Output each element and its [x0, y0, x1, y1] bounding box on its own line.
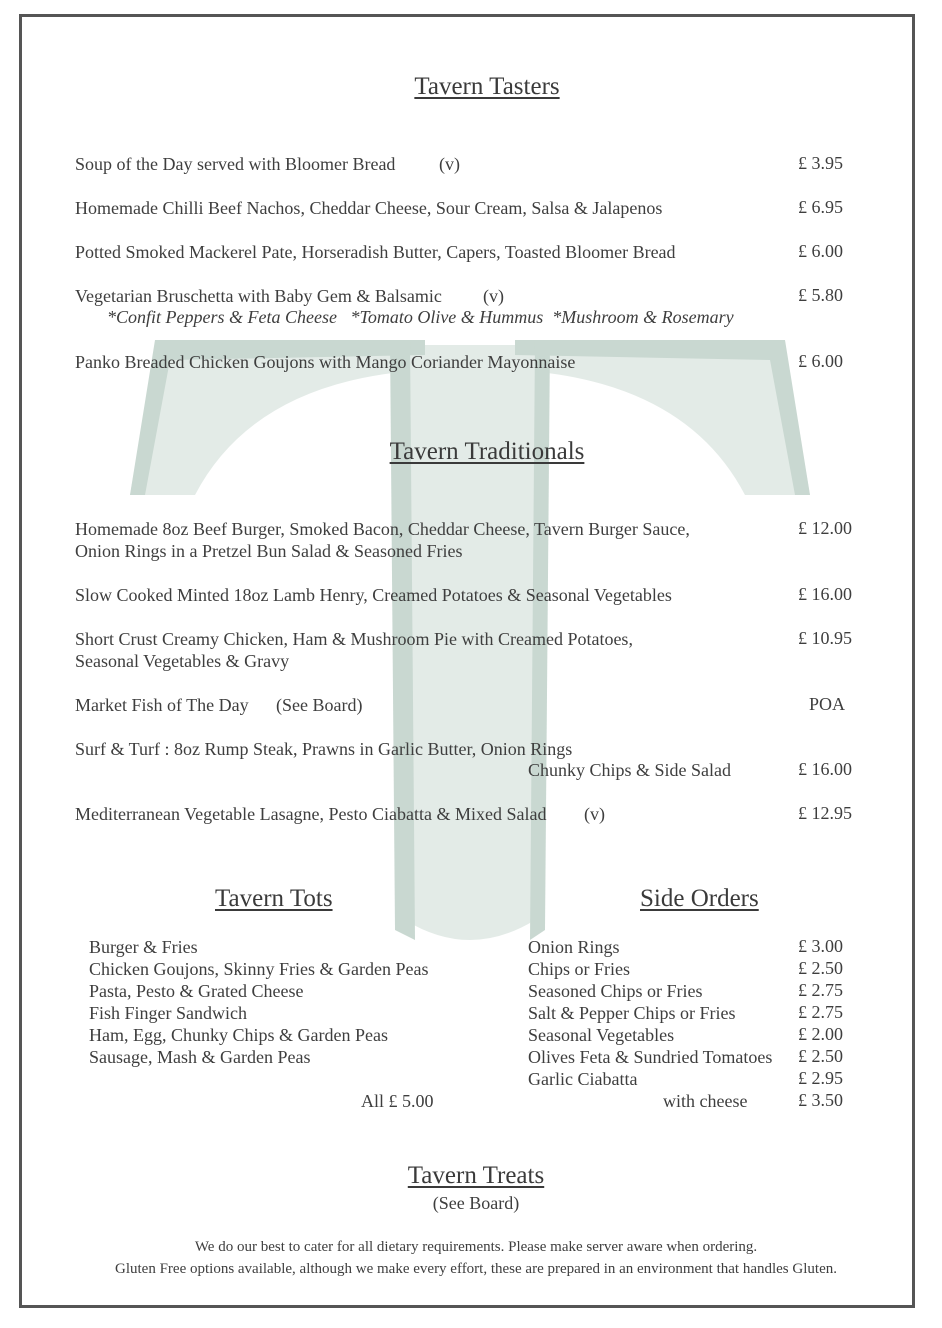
side-item-price: £ 2.50: [798, 958, 843, 978]
tots-item: Fish Finger Sandwich: [89, 1003, 248, 1023]
menu-item-name: Vegetarian Bruschetta with Baby Gem & Balsamic: [75, 286, 442, 306]
menu-item-price: £ 6.00: [798, 351, 843, 371]
side-item-name: Olives Feta & Sundried Tomatoes: [528, 1047, 773, 1067]
menu-item-name: Homemade Chilli Beef Nachos, Cheddar Cheese, Sour Cream, Salsa & Jalapenos: [75, 198, 663, 218]
see-board-note: (See Board): [276, 695, 363, 715]
side-item-name: with cheese: [663, 1091, 748, 1111]
menu-item-name: Slow Cooked Minted 18oz Lamb Henry, Creamed Potatoes & Seasonal Vegetables: [75, 585, 672, 605]
menu-item-price: £ 12.00: [798, 518, 852, 538]
tots-price-note: All £ 5.00: [361, 1091, 434, 1111]
tots-item: Chicken Goujons, Skinny Fries & Garden Peas: [89, 959, 429, 979]
menu-item-price: £ 5.80: [798, 285, 843, 305]
menu-item-name: Surf & Turf : 8oz Rump Steak, Prawns in Garlic Butter, Onion Rings: [75, 739, 573, 759]
menu-item-name: Short Crust Creamy Chicken, Ham & Mushroom Pie with Creamed Potatoes,: [75, 629, 633, 649]
menu-item-name-cont: Chunky Chips & Side Salad: [528, 760, 732, 780]
menu-item-name-cont: Seasonal Vegetables & Gravy: [75, 651, 290, 671]
menu-item-price: POA: [809, 694, 846, 714]
menu-item-price: £ 6.00: [798, 241, 843, 261]
side-item-name: Salt & Pepper Chips or Fries: [528, 1003, 736, 1023]
menu-item-name: Soup of the Day served with Bloomer Bread: [75, 154, 396, 174]
menu-item-price: £ 10.95: [798, 628, 852, 648]
vegetarian-tag: (v): [584, 804, 605, 824]
menu-item-price: £ 16.00: [798, 584, 852, 604]
side-item-name: Onion Rings: [528, 937, 620, 957]
menu-item-name: Potted Smoked Mackerel Pate, Horseradish Butter, Capers, Toasted Bloomer Bread: [75, 242, 676, 262]
side-item-price: £ 2.95: [798, 1068, 843, 1088]
side-item-price: £ 3.50: [798, 1090, 843, 1110]
tasters-heading: Tavern Tasters: [414, 73, 560, 100]
side-item-price: £ 3.00: [798, 936, 843, 956]
side-item-price: £ 2.75: [798, 1002, 843, 1022]
bruschetta-options: *Confit Peppers & Feta Cheese *Tomato Olive & Hummus *Mushroom & Rosemary: [107, 307, 734, 327]
vegetarian-tag: (v): [483, 286, 504, 306]
sides-heading: Side Orders: [640, 885, 759, 912]
side-item-name: Seasonal Vegetables: [528, 1025, 675, 1045]
treats-heading: Tavern Treats: [407, 1162, 545, 1189]
menu-item-name: Mediterranean Vegetable Lasagne, Pesto Ciabatta & Mixed Salad: [75, 804, 547, 824]
menu-item-price: £ 12.95: [798, 803, 852, 823]
tots-item: Ham, Egg, Chunky Chips & Garden Peas: [89, 1025, 388, 1045]
dietary-notice: We do our best to cater for all dietary requirements. Please make server aware when ordering.: [194, 1239, 758, 1255]
vegetarian-tag: (v): [439, 154, 460, 174]
tots-item: Burger & Fries: [89, 937, 198, 957]
treats-note: (See Board): [432, 1193, 520, 1213]
menu-item-name: Homemade 8oz Beef Burger, Smoked Bacon, Cheddar Cheese, Tavern Burger Sauce,: [75, 519, 690, 539]
menu-item-price: £ 16.00: [798, 759, 852, 779]
tots-heading: Tavern Tots: [215, 885, 333, 912]
menu-item-price: £ 3.95: [798, 153, 843, 173]
menu-item-name: Panko Breaded Chicken Goujons with Mango Coriander Mayonnaise: [75, 352, 576, 372]
side-item-name: Chips or Fries: [528, 959, 631, 979]
side-item-name: Seasoned Chips or Fries: [528, 981, 703, 1001]
side-item-price: £ 2.75: [798, 980, 843, 1000]
gluten-notice: Gluten Free options available, although we make every effort, these are prepared in an environment that handles Gluten.: [115, 1261, 837, 1277]
traditionals-heading: Tavern Traditionals: [389, 438, 585, 465]
menu-item-name: Market Fish of The Day: [75, 695, 249, 715]
menu-item-name-cont: Onion Rings in a Pretzel Bun Salad & Seasoned Fries: [75, 541, 463, 561]
side-item-price: £ 2.50: [798, 1046, 843, 1066]
side-item-name: Garlic Ciabatta: [528, 1069, 638, 1089]
tots-item: Sausage, Mash & Garden Peas: [89, 1047, 311, 1067]
side-item-price: £ 2.00: [798, 1024, 843, 1044]
menu-item-price: £ 6.95: [798, 197, 843, 217]
tots-item: Pasta, Pesto & Grated Cheese: [89, 981, 304, 1001]
